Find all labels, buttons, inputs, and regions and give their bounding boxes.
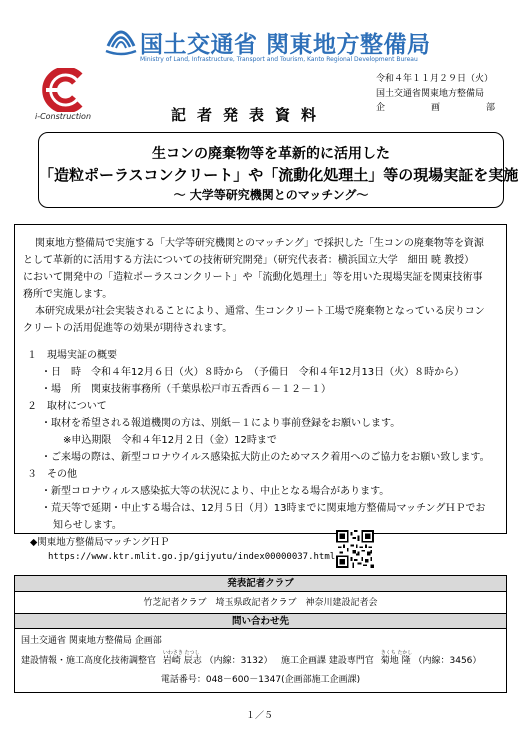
contact-person-2-name-wrap bbox=[380, 650, 414, 666]
intro-line-3: において開発中の「造粒ポーラスコンクリート」や「流動化処理土」等を用いた現場実証を関東技術事 bbox=[23, 272, 483, 283]
inquiry-heading: 問い合わせ先 bbox=[15, 613, 506, 629]
intro-line-4: 務所で実施します。 bbox=[23, 289, 113, 300]
contact-box bbox=[14, 575, 507, 693]
release-org: 国土交通省関東地方整備局 bbox=[376, 89, 485, 99]
mlit-logo bbox=[104, 24, 431, 68]
contact-person-1 bbox=[21, 650, 273, 666]
section-2-title: ２ 取材について bbox=[27, 401, 107, 412]
intro-line-1: 関東地方整備局で実施する「大学等研究機関とのマッチング」で採択した「生コンの廃棄物等を資源 bbox=[35, 238, 484, 249]
ministry-name: 国土交通省 関東地方整備局 bbox=[140, 32, 431, 58]
section-3-line-2: ・荒天等で延期・中止する場合は、12月５日（月）13時までに関東地方整備局マッチングＨＰでお bbox=[41, 503, 486, 514]
contact-person-1-ruby: いわさき たつし bbox=[162, 650, 200, 656]
section-2-line-1: ・取材を希望される報道機関の方は、別紙－１により事前登録をお願いします。 bbox=[41, 418, 401, 429]
title-line-2: 「造粒ポーラスコンクリート」や「流動化処理土」等の現場実証を実施 bbox=[39, 166, 519, 184]
contact-person-2 bbox=[281, 650, 482, 666]
inquiry-org: 国土交通省 関東地方整備局 企画部 bbox=[21, 636, 162, 646]
i-construction-icon bbox=[36, 68, 90, 112]
title-line-1: 生コンの廃棄物等を革新的に活用した bbox=[152, 146, 390, 162]
contact-person-2-ext: （内線：3456） bbox=[413, 656, 482, 666]
intro-line-2: として革新的に活用する方法についての技術研究開発」（研究代表者：横浜国立大学 細田 暁 教授） bbox=[23, 255, 475, 266]
contact-person-1-name-wrap bbox=[162, 650, 205, 666]
intro2-line-1: 本研究成果が社会実装されることにより、通常、生コンクリート工場で廃棄物となっている戻りコン bbox=[35, 306, 485, 317]
contact-person-1-name: 岩崎 辰志 bbox=[162, 656, 202, 666]
qr-code-icon bbox=[336, 530, 374, 568]
section-1-title: １ 現場実証の概要 bbox=[27, 350, 117, 361]
section-3-line-1: ・新型コロナウィルス感染拡大等の状況により、中止となる場合があります。 bbox=[41, 486, 390, 497]
release-department: 企 画 部 bbox=[376, 103, 496, 113]
section-1-place: ・場 所 関東技術事務所（千葉県松戸市五香西６－１２－１） bbox=[41, 384, 331, 395]
title-box bbox=[38, 132, 519, 208]
section-3-title: ３ その他 bbox=[27, 469, 77, 480]
title-subtitle: ～ 大学等研究機関とのマッチング～ bbox=[173, 188, 369, 202]
contact-person-2-title: 施工企画課 建設専門官 bbox=[281, 656, 374, 666]
section-3-line-3: 知らせします。 bbox=[53, 520, 122, 531]
section-2-deadline: ※申込期限 令和４年12月２日（金）12時まで bbox=[63, 435, 277, 446]
press-club-list: 竹芝記者クラブ 埼玉県政記者クラブ 神奈川建設記者会 bbox=[143, 598, 378, 608]
intro2-line-2: クリートの活用促進等の効果が期待されます。 bbox=[23, 323, 233, 334]
contact-phone: 電話番号：048－600－1347(企画部施工企画課) bbox=[160, 675, 361, 685]
release-date: 令和４年１１月２９日（火） bbox=[376, 74, 494, 84]
mlit-emblem-icon bbox=[104, 24, 138, 56]
page-number: １／５ bbox=[245, 711, 273, 721]
contact-person-2-name: 菊地 隆 bbox=[380, 656, 411, 666]
section-1-date: ・日 時 令和４年12月６日（火）８時から （予備日 令和４年12月13日（火）８時から） bbox=[41, 367, 465, 378]
body-box bbox=[14, 224, 507, 534]
i-construction-caption: i-Construction bbox=[34, 112, 92, 121]
ministry-english-name: Ministry of Land, Infrastructure, Transport and Tourism, Kanto Regional Development Bureau bbox=[140, 56, 418, 63]
press-club-heading: 発表記者クラブ bbox=[15, 576, 506, 592]
matching-hp-label: ◆関東地方整備局マッチングＨＰ bbox=[30, 537, 170, 548]
section-2-line-3: ・ご来場の際は、新型コロナウイルス感染拡大防止のためマスク着用へのご協力をお願い致します。 bbox=[41, 452, 490, 463]
contact-person-2-ruby: きくち たかし bbox=[380, 650, 413, 656]
contact-person-1-ext: （内線：3132） bbox=[204, 656, 273, 666]
i-construction-logo bbox=[32, 68, 94, 126]
press-release-heading: 記者発表資料 bbox=[171, 106, 328, 124]
contact-person-1-title: 建設情報・施工高度化技術調整官 bbox=[21, 656, 157, 666]
matching-hp-link[interactable]: https://www.ktr.mlit.go.jp/gijyutu/index00000037.html bbox=[48, 552, 336, 562]
